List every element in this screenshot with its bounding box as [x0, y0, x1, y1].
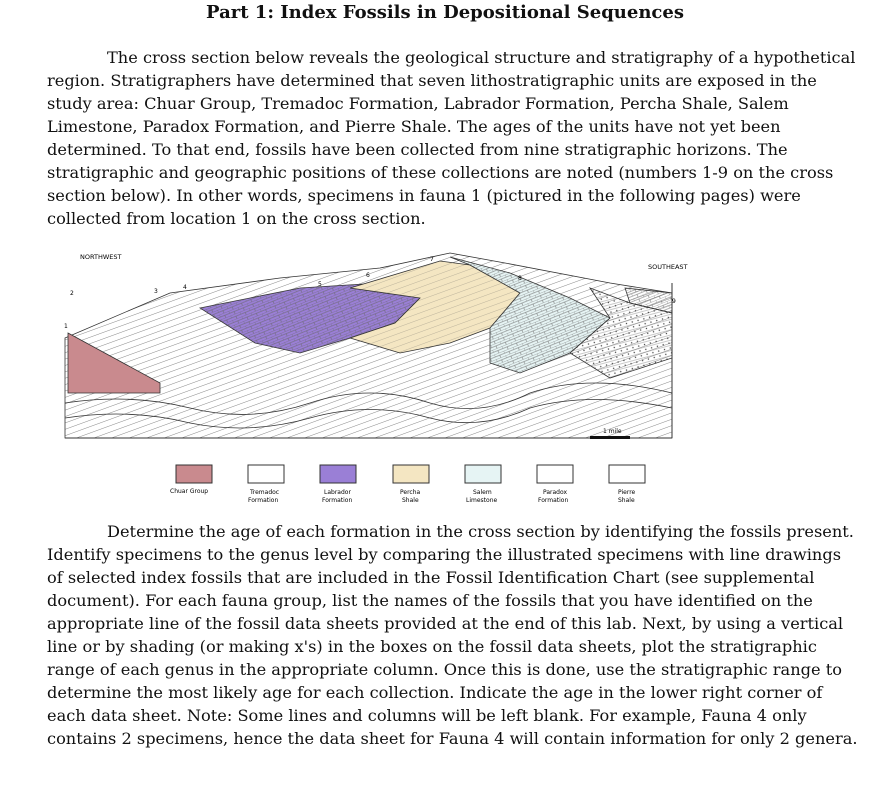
northwest-label: NORTHWEST — [80, 253, 122, 261]
legend-label: Limestone — [466, 497, 498, 504]
location-1: 1 — [64, 323, 68, 330]
legend-swatch-percha — [393, 465, 429, 483]
legend-label: Salem — [473, 489, 492, 496]
legend-label: Formation — [248, 497, 279, 504]
legend-swatch-salem — [465, 465, 501, 483]
location-2: 2 — [70, 290, 74, 297]
scale-bar — [590, 436, 630, 439]
cross-section-svg — [50, 243, 730, 518]
location-8: 8 — [518, 275, 522, 282]
location-3: 3 — [154, 288, 158, 295]
legend-swatch-paradox — [537, 465, 573, 483]
legend-label: Formation — [322, 497, 353, 504]
legend-swatch-chuar-group — [176, 465, 212, 483]
intro-paragraph: The cross section below reveals the geological structure and stratigraphy of a hypothetical region. Stratigraphers have determined that seven lithostratigraphic units are exposed in the study area: Chuar Group, Tremadoc Formation, Labrador Formation, Percha Shale, Salem Limestone, Paradox Formation, and Pierre Shale. The ages of the units have not yet been determined. To that end, fossils have been collected from nine stratigraphic horizons. The stratigraphic and geographic positions of these collections are noted (numbers 1-9 on the cross section below). In other words, specimens in fauna 1 (pictured in the following pages) were collected from location 1 on the cross section. — [47, 48, 856, 228]
legend-label: Tremadoc — [250, 489, 280, 496]
scale-label: 1 mile — [603, 428, 622, 435]
legend-label: Chuar Group — [170, 488, 209, 495]
location-6: 6 — [366, 272, 370, 279]
location-9: 9 — [672, 298, 676, 305]
legend-label: Shale — [402, 497, 419, 504]
legend — [170, 465, 645, 504]
legend-label: Formation — [538, 497, 569, 504]
legend-label: Percha — [400, 489, 421, 496]
legend-label: Paradox — [543, 489, 568, 496]
legend-swatch-tremadoc — [248, 465, 284, 483]
location-7: 7 — [430, 256, 434, 263]
instructions-paragraph: Determine the age of each formation in the cross section by identifying the fossils present. Identify specimens to the genus level by comparing the illustrated specimens with line drawings of selected index fossils that are included in the Fossil Identification Chart (see supplemental document). For each fauna group, list the names of the fossils that you have identified on the appropriate line of the fossil data sheets provided at the end of this lab. Next, by using a vertical line or by shading (or making x's) in the boxes on the fossil data sheets, plot the stratigraphic range of each genus in the appropriate column. Once this is done, use the stratigraphic range to determine the most likely age for each collection. Indicate the age in the lower right corner of each data sheet. Note: Some lines and columns will be left blank. For example, Fauna 4 only contains 2 specimens, hence the data sheet for Fauna 4 will contain information for only 2 genera. — [47, 522, 858, 748]
legend-label: Labrador — [324, 489, 351, 496]
southeast-label: SOUTHEAST — [648, 263, 688, 271]
legend-label: Pierre — [618, 489, 636, 496]
legend-swatch-pierre — [609, 465, 645, 483]
cross-section-figure — [50, 243, 730, 518]
location-5: 5 — [318, 281, 322, 288]
legend-label: Shale — [618, 497, 635, 504]
legend-swatch-labrador — [320, 465, 356, 483]
location-4: 4 — [183, 284, 187, 291]
page-title: Part 1: Index Fossils in Depositional Sequences — [206, 2, 684, 23]
